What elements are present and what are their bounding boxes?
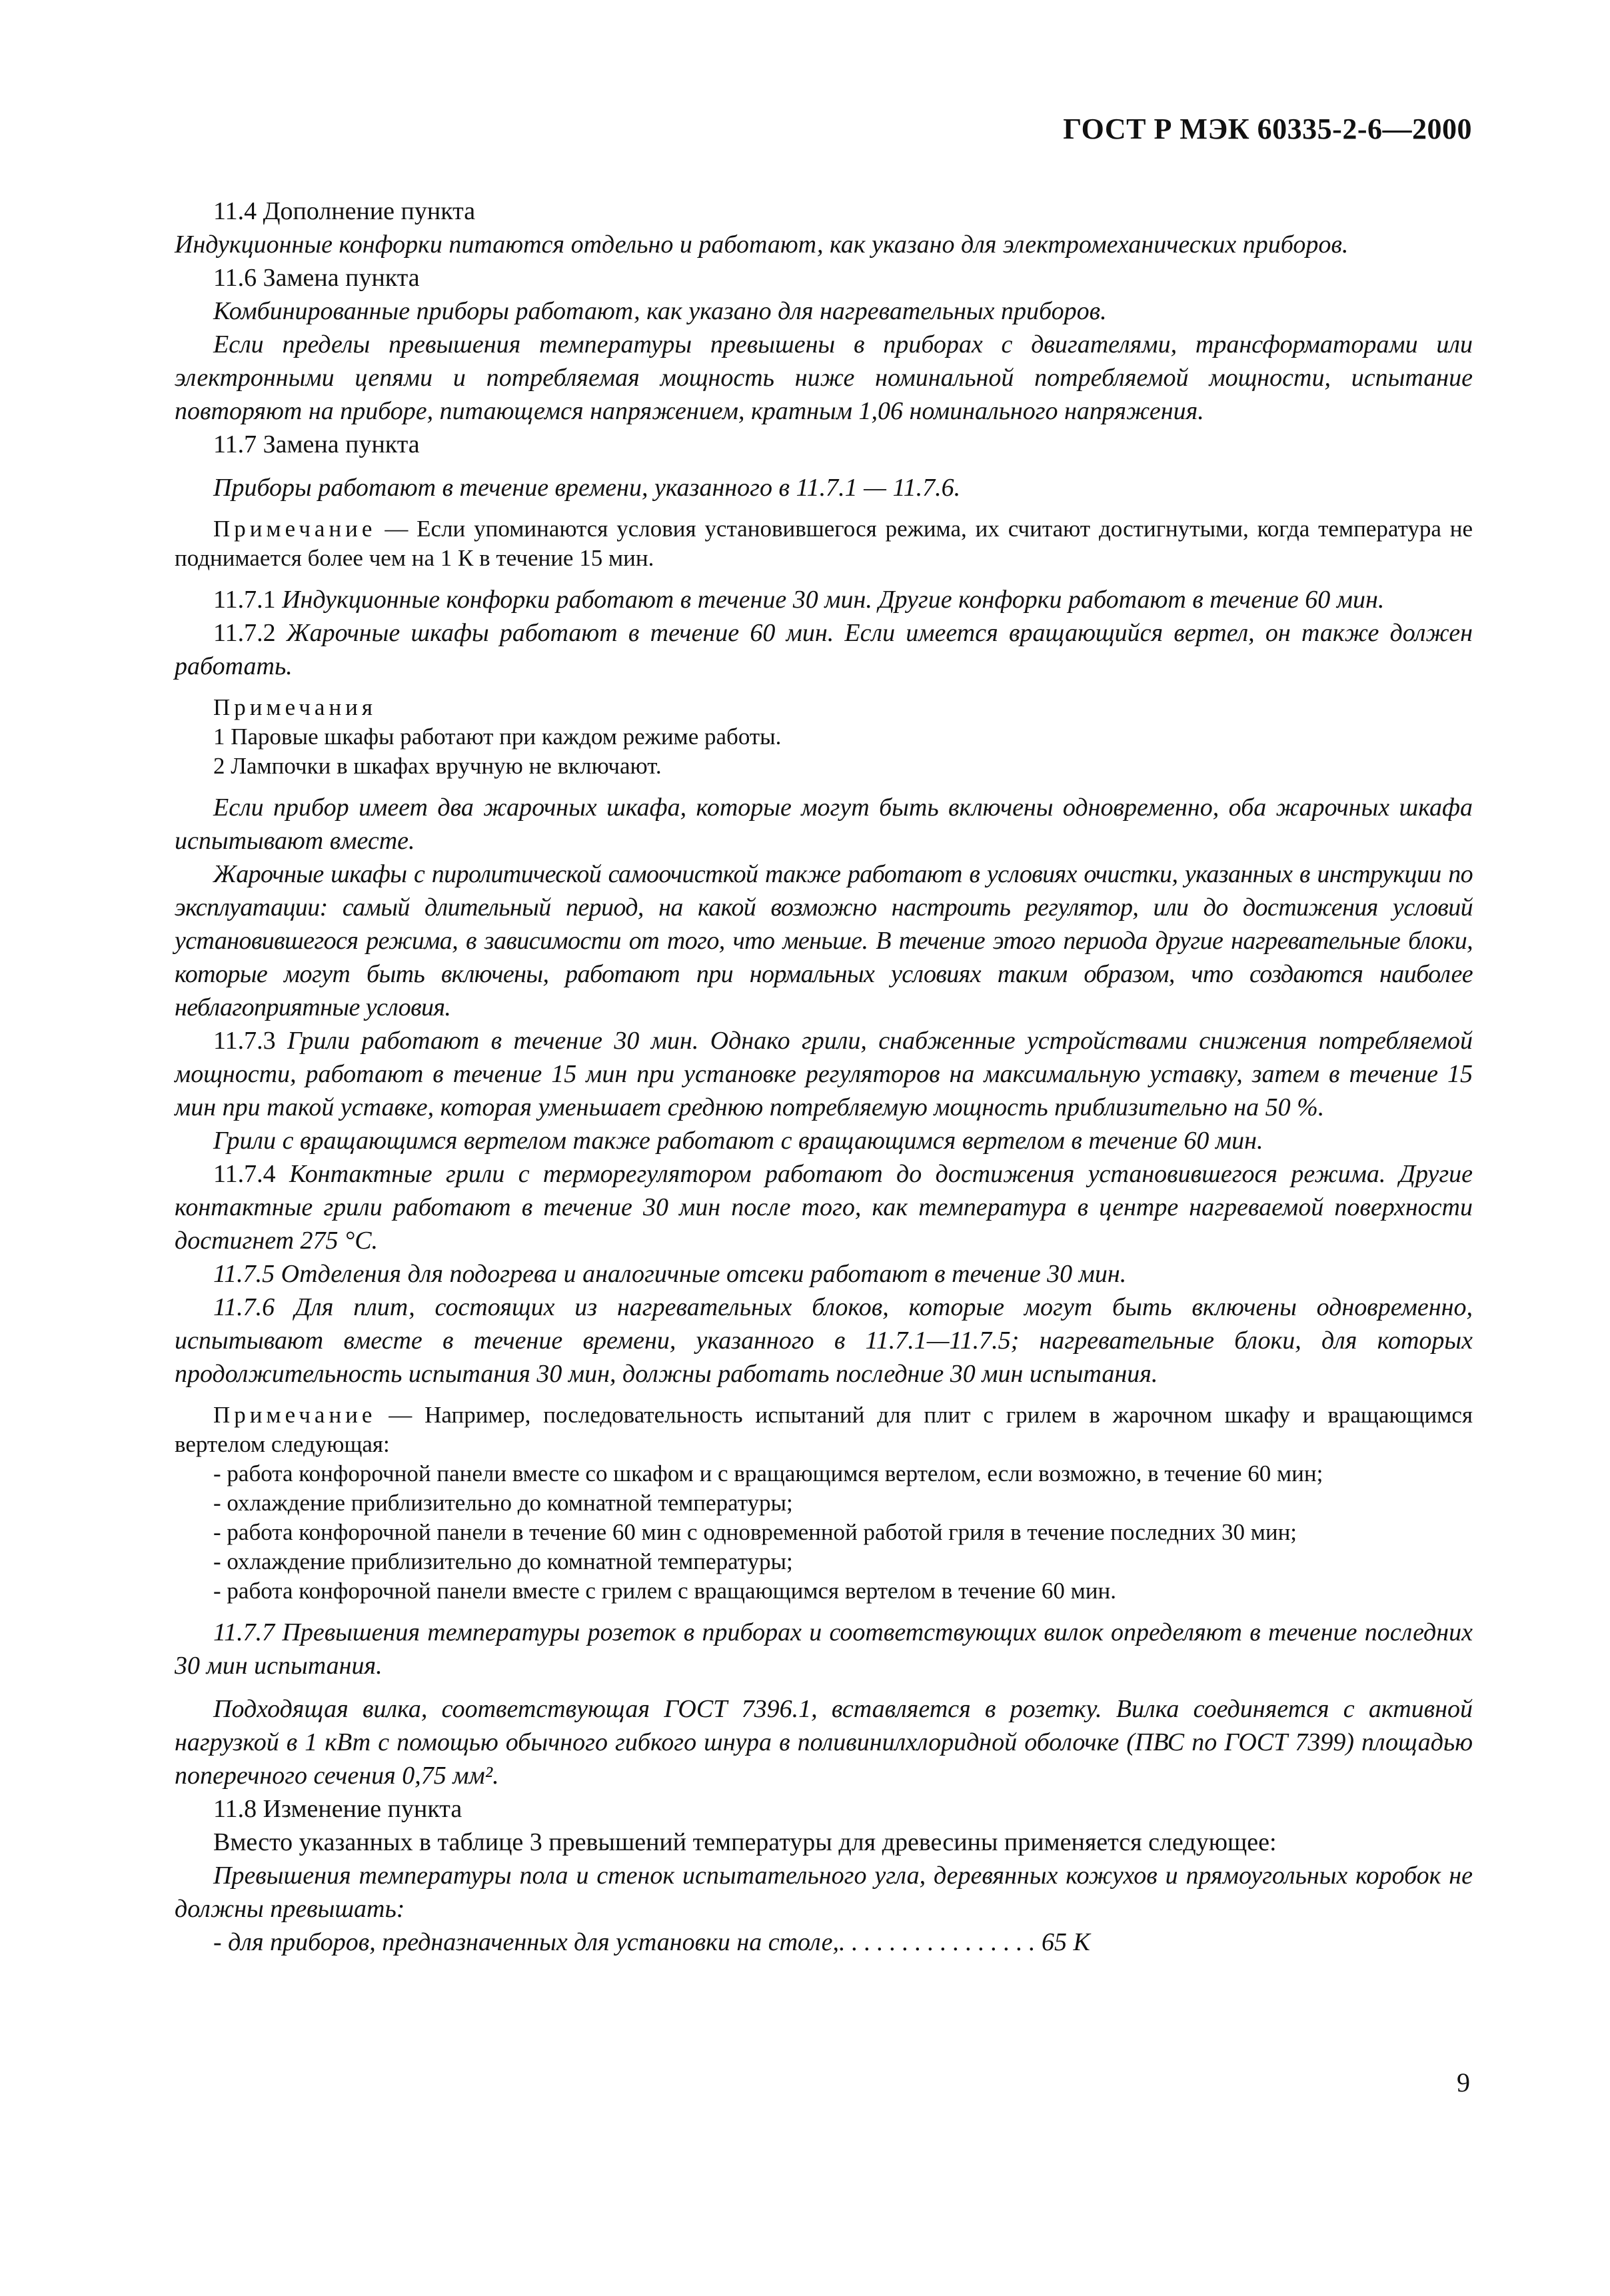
paragraph: Если прибор имеет два жарочных шкафа, которые могут быть включены одновременно, оба жарочных шкафа испытывают вместе.	[175, 794, 1473, 855]
paragraph: Приборы работают в течение времени, указанного в 11.7.1 — 11.7.6.	[213, 474, 961, 502]
section-heading: 11.8 Изменение пункта	[213, 1795, 462, 1823]
paragraph: 11.7.5 Отделения для подогрева и аналогичные отсеки работают в течение 30 мин.	[213, 1260, 1127, 1288]
note	[175, 514, 1473, 573]
paragraph: 11.7.6 Для плит, состоящих из нагревательных блоков, которые могут быть включены одновременно, испытывают вместе в течение времени, указанного в 11.7.1—11.7.5; нагревательные блоки, для которых продолжительность испытания 30 мин, должны работать последние 30 мин испытания.	[175, 1293, 1473, 1388]
paragraph	[175, 1024, 1473, 1124]
paragraph: Индукционные конфорки питаются отдельно и работают, как указано для электромеханических приборов.	[175, 231, 1349, 259]
note-label: Примечание	[213, 1402, 377, 1428]
clause-number: 11.7.2	[213, 619, 287, 647]
paragraph	[175, 616, 1473, 683]
paragraph: Превышения температуры пола и стенок испытательного угла, деревянных кожухов и прямоугольных коробок не должны превышать:	[175, 1862, 1473, 1923]
note	[175, 1401, 1473, 1459]
paragraph: Комбинированные приборы работают, как указано для нагревательных приборов.	[213, 297, 1107, 325]
section-heading: 11.6 Замена пункта	[213, 264, 420, 292]
note-item: 1 Паровые шкафы работают при каждом режиме работы.	[213, 724, 782, 750]
note-label: Примечание	[213, 516, 377, 542]
paragraph: Если пределы превышения температуры превышены в приборах с двигателями, трансформаторами или электронными цепями и потребляемая мощность ниже номинальной потребляемой мощности, испытание повторяют на приборе, питающемся напряжением, кратным 1,06 номинального напряжения.	[175, 330, 1473, 425]
list-item: - охлаждение приблизительно до комнатной температуры;	[213, 1548, 793, 1574]
clause-number: 11.7.3	[213, 1027, 287, 1055]
paragraph: Вместо указанных в таблице 3 превышений температуры для древесины применяется следующее:	[213, 1828, 1277, 1856]
standard-code-header: ГОСТ Р МЭК 60335-2-6—2000	[1063, 113, 1472, 145]
clause-text: Жарочные шкафы работают в течение 60 мин. Если имеется вращающийся вертел, он также должен работать.	[175, 619, 1473, 680]
section-heading: 11.4 Дополнение пункта	[213, 197, 476, 225]
note-text: — Если упоминаются условия установившегося режима, их считают достигнутыми, когда температура не поднимается более чем на 1 К в течение 15 мин.	[175, 516, 1473, 571]
note-item: 2 Лампочки в шкафах вручную не включают.	[213, 753, 662, 779]
list-item: - охлаждение приблизительно до комнатной температуры;	[213, 1490, 793, 1516]
notes-heading	[175, 693, 1473, 722]
list-item: - работа конфорочной панели вместе с грилем с вращающимся вертелом в течение 60 мин.	[213, 1578, 1117, 1604]
clause-text: Контактные грили с терморегулятором работают до достижения установившегося режима. Другие контактные грили работают в течение 30 мин после того, как температура в центре нагреваемой поверхности достигнет 275 °С.	[175, 1160, 1473, 1255]
page-number: 9	[1457, 2067, 1470, 2097]
list-item: - для приборов, предназначенных для установки на столе,. . . . . . . . . . . . . . . . 65 К	[213, 1928, 1090, 1956]
note-text: — Например, последовательность испытаний для плит с грилем в жарочном шкафу и вращающимся вертелом следующая:	[175, 1402, 1473, 1457]
document-body	[175, 195, 1473, 1959]
clause-number: 11.7.4	[213, 1160, 289, 1188]
notes-label: Примечания	[213, 694, 377, 720]
clause-text: Грили работают в течение 30 мин. Однако грили, снабженные устройствами снижения потребляемой мощности, работают в течение 15 мин при установке регуляторов на максимальную уставку, затем в течение 15 мин при такой уставке, которая уменьшает среднюю потребляемую мощность приблизительно на 50 %.	[175, 1027, 1473, 1121]
paragraph	[175, 1157, 1473, 1257]
paragraph: 11.7.7 Превышения температуры розеток в приборах и соответствующих вилок определяют в течение последних 30 мин испытания.	[175, 1618, 1473, 1680]
clause-number: 11.7.1	[213, 586, 283, 614]
clause-text: Индукционные конфорки работают в течение 30 мин. Другие конфорки работают в течение 60 мин.	[282, 586, 1385, 614]
paragraph	[175, 583, 1473, 616]
paragraph: Грили с вращающимся вертелом также работают с вращающимся вертелом в течение 60 мин.	[213, 1127, 1263, 1155]
paragraph: Подходящая вилка, соответствующая ГОСТ 7396.1, вставляется в розетку. Вилка соединяется с активной нагрузкой в 1 кВт с помощью обычного гибкого шнура в поливинилхлоридной оболочке (ПВС по ГОСТ 7399) площадью поперечного сечения 0,75 мм².	[175, 1695, 1473, 1790]
paragraph: Жарочные шкафы с пиролитической самоочисткой также работают в условиях очистки, указанных в инструкции по эксплуатации: самый длительный период, на какой возможно настроить регулятор, или до достижения условий установившегося режима, в зависимости от того, что меньше. В течение этого периода другие нагревательные блоки, которые могут быть включены, работают при нормальных условиях таким образом, что создаются наиболее неблагоприятные условия.	[175, 860, 1473, 1021]
list-item: - работа конфорочной панели вместе со шкафом и с вращающимся вертелом, если возможно, в течение 60 мин;	[213, 1460, 1323, 1486]
list-item: - работа конфорочной панели в течение 60 мин с одновременной работой гриля в течение последних 30 мин;	[213, 1519, 1297, 1545]
section-heading: 11.7 Замена пункта	[213, 430, 420, 458]
